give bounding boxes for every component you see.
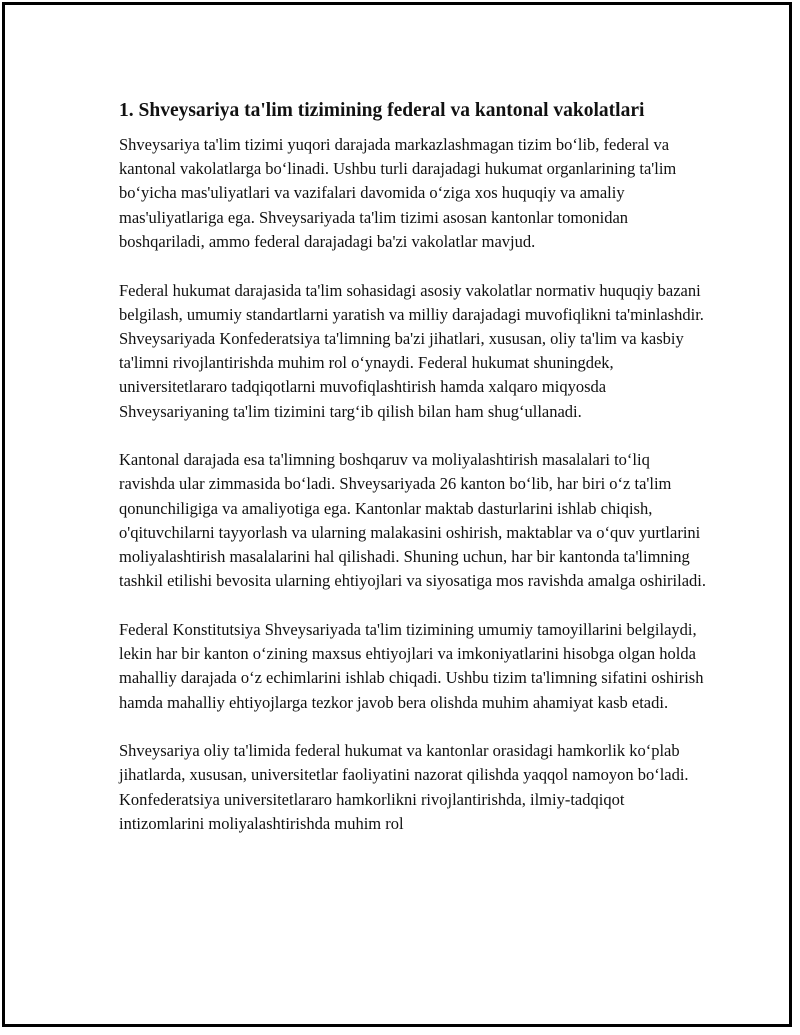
paragraph-4: Federal Konstitutsiya Shveysariyada ta'lim tizimining umumiy tamoyillarini belgilaydi, lekin har bir kanton o‘zining maxsus ehtiyojlari va imkoniyatlarini hisobga olgan holda mahalliy darajada o‘z echimlarini ishlab chiqadi. Ushbu tizim ta'limning sifatini oshirish hamda mahalliy ehtiyojlarga tezkor javob bera olishda muhim ahamiyat kasb etadi.	[119, 619, 704, 712]
paragraph-1: Shveysariya ta'lim tizimi yuqori darajada markazlashmagan tizim bo‘lib, federal va kantonal vakolatlarga bo‘linadi. Ushbu turli darajadagi hukumat organlarining ta'lim bo‘yicha mas'uliyatlari va vazifalari davomida o‘ziga xos huquqiy va amaliy mas'uliyatlariga ega. Shveysariyada ta'lim tizimi asosan kantonlar tomonidan boshqariladi, ammo federal darajadagi ba'zi vakolatlar mavjud.	[119, 135, 677, 251]
paragraph-5: Shveysariya oliy ta'limida federal hukumat va kantonlar orasidagi hamkorlik ko‘plab jihatlarda, xususan, universitetlar faoliyatini nazorat qilishda yaqqol namoyon bo‘ladi. Konfederatsiya universitetlararo hamkorlikni rivojlantirishda, ilmiy-tadqiqot intizomlarini moliyalashtirishda muhim rol	[119, 741, 689, 833]
paragraph-2: Federal hukumat darajasida ta'lim sohasidagi asosiy vakolatlar normativ huquqiy bazani belgilash, umumiy standartlarni yaratish va milliy darajadagi muvofiqlikni ta'minlashdir. Shveysariyada Konfederatsiya ta'limning ba'zi jihatlari, xususan, oliy ta'lim va kasbiy ta'limni rivojlantirishda muhim rol o‘ynaydi. Federal hukumat shuningdek, universitetlararo tadqiqotlarni muvofiqlashtirish hamda xalqaro miqyosda Shveysariyaning ta'lim tizimini targ‘ib qilish bilan ham shug‘ullanadi.	[119, 280, 704, 421]
paragraph-3: Kantonal darajada esa ta'limning boshqaruv va moliyalashtirish masalalari to‘liq ravishda ular zimmasida bo‘ladi. Shveysariyada 26 kanton bo‘lib, har biri o‘z ta'lim qonunchiligiga va amaliyotiga ega. Kantonlar maktab dasturlarini ishlab chiqish, o'qituvchilarni tayyorlash va ularning malakasini oshirish, maktablar va o‘quv yurtlarini moliyalashtirish masalalarini hal qilishadi. Shuning uchun, har bir kantonda ta'limning tashkil etilishi bevosita ularning ehtiyojlari va siyosatiga mos ravishda amalga oshiriladi.	[119, 450, 707, 591]
page-frame	[2, 2, 792, 1027]
document-body	[119, 97, 709, 861]
section-heading: 1. Shveysariya ta'lim tizimining federal va kantonal vakolatlari	[119, 100, 645, 121]
